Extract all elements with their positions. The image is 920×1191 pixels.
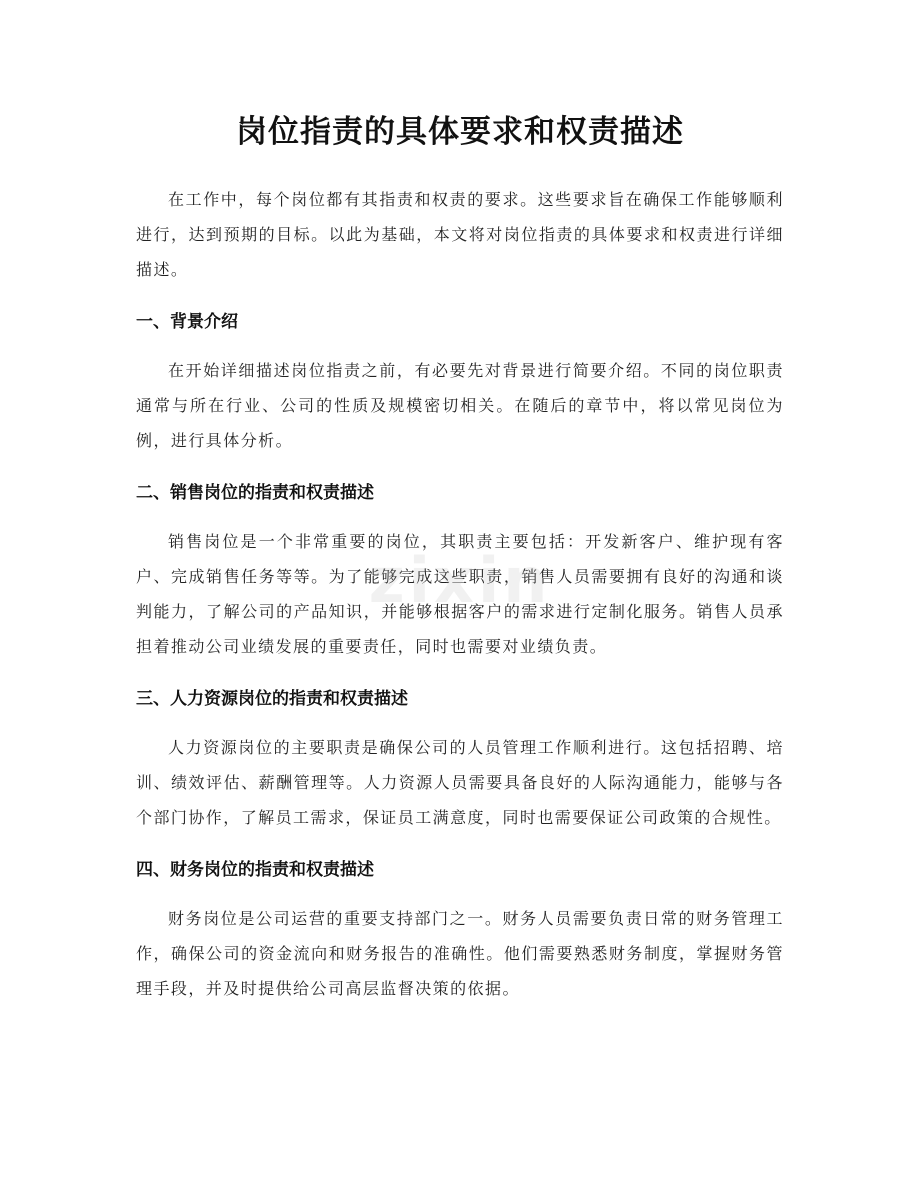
section-paragraph: 销售岗位是一个非常重要的岗位，其职责主要包括：开发新客户、维护现有客户、完成销售任务等等。为了能够完成这些职责，销售人员需要拥有良好的沟通和谈判能力，了解公司的产品知识，并能够根据客户的需求进行定制化服务。销售人员承担着推动公司业绩发展的重要责任，同时也需要对业绩负责。: [136, 532, 784, 656]
section-paragraph: 人力资源岗位的主要职责是确保公司的人员管理工作顺利进行。这包括招聘、培训、绩效评估、薪酬管理等。人力资源人员需要具备良好的人际沟通能力，能够与各个部门协作，了解员工需求，保证员工满意度，同时也需要保证公司政策的合规性。: [136, 738, 784, 827]
section-sales: [136, 476, 784, 664]
document-title: 岗位指责的具体要求和权责描述: [236, 114, 684, 150]
section-background: [136, 305, 784, 458]
section-paragraph: 在开始详细描述岗位指责之前，有必要先对背景进行简要介绍。不同的岗位职责通常与所在行业、公司的性质及规模密切相关。在随后的章节中，将以常见岗位为例，进行具体分析。: [136, 361, 784, 450]
watermark: zixin: [368, 543, 552, 617]
intro-paragraph: 在工作中，每个岗位都有其指责和权责的要求。这些要求旨在确保工作能够顺利进行，达到预期的目标。以此为基础，本文将对岗位指责的具体要求和权责进行详细描述。: [136, 190, 784, 279]
section-finance: [136, 853, 784, 1006]
section-hr: [136, 682, 784, 835]
section-heading: 四、财务岗位的指责和权责描述: [136, 860, 374, 880]
section-paragraph: 财务岗位是公司运营的重要支持部门之一。财务人员需要负责日常的财务管理工作，确保公司的资金流向和财务报告的准确性。他们需要熟悉财务制度，掌握财务管理手段，并及时提供给公司高层监督决策的依据。: [136, 909, 784, 998]
intro-block: [136, 182, 784, 287]
section-heading: 一、背景介绍: [136, 312, 238, 332]
section-heading: 三、人力资源岗位的指责和权责描述: [136, 689, 408, 709]
section-heading: 二、销售岗位的指责和权责描述: [136, 483, 374, 503]
